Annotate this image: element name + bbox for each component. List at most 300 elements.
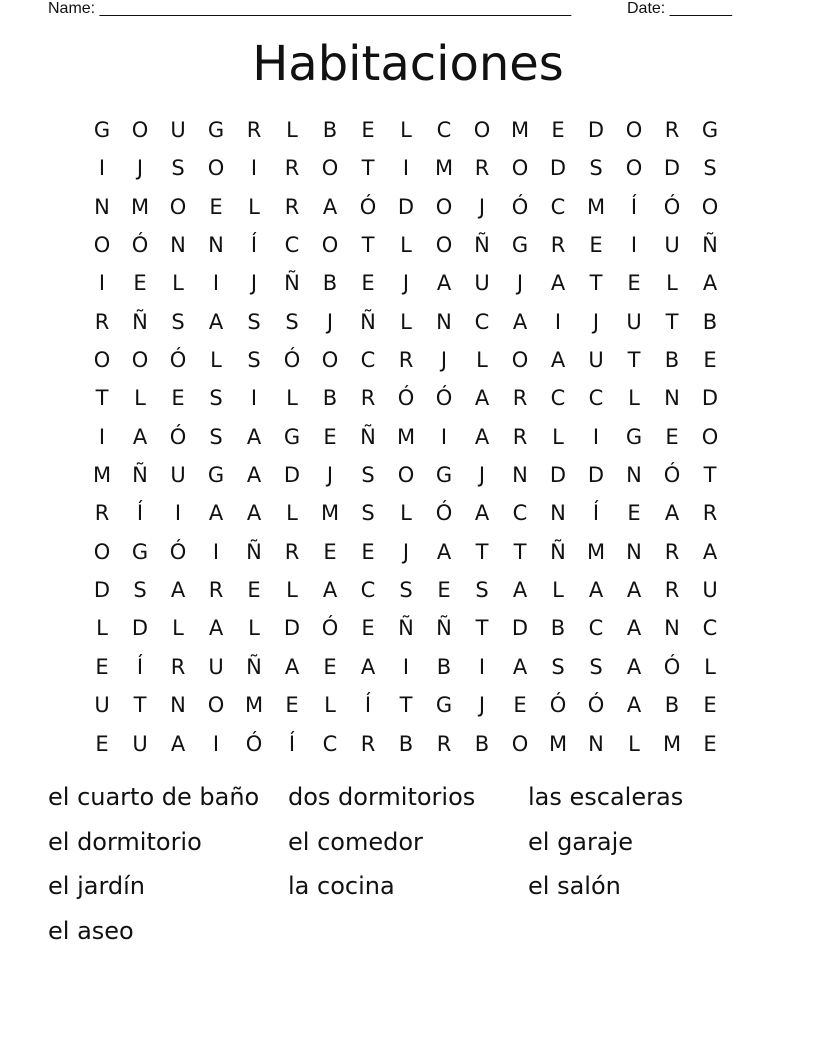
grid-letter: T bbox=[703, 463, 717, 488]
grid-letter: R bbox=[550, 233, 566, 258]
grid-letter: C bbox=[588, 386, 604, 411]
grid-letter: I bbox=[98, 424, 106, 449]
grid-letter: R bbox=[474, 156, 490, 181]
grid-letter: M bbox=[662, 731, 682, 756]
grid-letter: O bbox=[701, 194, 719, 219]
grid-letter: D bbox=[397, 194, 415, 219]
grid-letter: Ñ bbox=[398, 616, 414, 641]
grid-letter: T bbox=[513, 539, 527, 564]
grid-letter: S bbox=[171, 156, 185, 181]
grid-letter: E bbox=[323, 424, 337, 449]
grid-letter: G bbox=[93, 118, 111, 142]
grid-letter: O bbox=[131, 118, 149, 142]
grid-letter: I bbox=[250, 156, 258, 181]
grid-letter: I bbox=[592, 424, 600, 449]
grid-letter: S bbox=[361, 463, 375, 488]
grid-letter: O bbox=[511, 731, 529, 756]
grid-letter: O bbox=[625, 118, 643, 142]
grid-letter: A bbox=[132, 424, 148, 449]
grid-letter: Ñ bbox=[360, 424, 376, 449]
letter-grid bbox=[83, 111, 729, 763]
grid-letter: C bbox=[702, 616, 718, 641]
word-list-item: el salón bbox=[528, 872, 621, 900]
grid-letter: S bbox=[703, 156, 717, 181]
grid-letter: Ó bbox=[169, 424, 187, 449]
grid-letter: L bbox=[704, 654, 716, 679]
grid-letter: J bbox=[516, 271, 524, 296]
grid-letter: G bbox=[207, 463, 225, 488]
grid-letter: C bbox=[284, 233, 300, 258]
grid-letter: R bbox=[284, 156, 300, 181]
grid-letter: I bbox=[98, 271, 106, 296]
grid-letter: L bbox=[552, 578, 564, 603]
grid-letter: L bbox=[400, 118, 412, 142]
grid-letter: A bbox=[512, 578, 528, 603]
grid-letter: Ó bbox=[511, 194, 529, 219]
grid-letter: S bbox=[171, 309, 185, 334]
grid-letter: U bbox=[208, 654, 224, 679]
grid-letter: L bbox=[324, 693, 336, 718]
grid-letter: C bbox=[474, 309, 490, 334]
grid-letter: R bbox=[702, 501, 718, 526]
grid-letter: O bbox=[131, 348, 149, 373]
grid-letter: A bbox=[664, 501, 680, 526]
grid-letter: S bbox=[399, 578, 413, 603]
grid-letter: R bbox=[664, 118, 680, 142]
grid-letter: G bbox=[283, 424, 301, 449]
word-list-item: el aseo bbox=[48, 916, 134, 945]
grid-letter: Ó bbox=[587, 693, 605, 718]
grid-letter: G bbox=[435, 693, 453, 718]
grid-letter: I bbox=[212, 271, 220, 296]
grid-letter: O bbox=[207, 693, 225, 718]
grid-letter: L bbox=[400, 309, 412, 334]
grid-letter: I bbox=[98, 156, 106, 181]
grid-letter: O bbox=[93, 539, 111, 564]
grid-letter: I bbox=[440, 424, 448, 449]
word-list-item: dos dormitorios bbox=[288, 783, 476, 811]
grid-letter: Ñ bbox=[360, 309, 376, 334]
grid-letter: A bbox=[246, 463, 262, 488]
grid-letter: U bbox=[170, 463, 186, 488]
grid-letter: C bbox=[360, 578, 376, 603]
page-title: Habitaciones bbox=[252, 36, 564, 92]
grid-letter: A bbox=[474, 386, 490, 411]
grid-letter: A bbox=[512, 309, 528, 334]
grid-letter: T bbox=[475, 616, 489, 641]
name-field[interactable]: Name: _____________________________________________________ bbox=[48, 0, 572, 17]
grid-letter: C bbox=[512, 501, 528, 526]
grid-letter: A bbox=[322, 578, 338, 603]
grid-letter: D bbox=[283, 616, 301, 641]
grid-letter: Í bbox=[288, 731, 296, 756]
grid-letter: Í bbox=[136, 501, 144, 526]
grid-letter: U bbox=[702, 578, 718, 603]
grid-letter: Ñ bbox=[246, 539, 262, 564]
grid-letter: C bbox=[588, 616, 604, 641]
grid-letter: D bbox=[93, 578, 111, 603]
grid-letter: A bbox=[170, 731, 186, 756]
grid-letter: N bbox=[436, 309, 452, 334]
grid-letter: J bbox=[402, 271, 410, 296]
grid-letter: U bbox=[132, 731, 148, 756]
grid-letter: M bbox=[548, 731, 568, 756]
grid-letter: E bbox=[95, 654, 109, 679]
grid-letter: B bbox=[664, 693, 680, 718]
grid-letter: U bbox=[94, 693, 110, 718]
grid-letter: G bbox=[435, 463, 453, 488]
grid-letter: B bbox=[664, 348, 680, 373]
grid-letter: Ó bbox=[321, 616, 339, 641]
grid-letter: A bbox=[208, 309, 224, 334]
grid-letter: E bbox=[323, 654, 337, 679]
grid-letter: Ó bbox=[663, 463, 681, 488]
grid-letter: A bbox=[550, 271, 566, 296]
grid-letter: G bbox=[207, 118, 225, 142]
grid-letter: R bbox=[512, 424, 528, 449]
grid-letter: J bbox=[326, 463, 334, 488]
grid-letter: B bbox=[550, 616, 566, 641]
grid-letter: E bbox=[703, 731, 717, 756]
grid-letter: Ó bbox=[663, 194, 681, 219]
grid-letter: O bbox=[473, 118, 491, 142]
grid-letter: O bbox=[93, 348, 111, 373]
grid-letter: U bbox=[588, 348, 604, 373]
grid-letter: J bbox=[592, 309, 600, 334]
grid-letter: N bbox=[170, 233, 186, 258]
grid-letter: E bbox=[95, 731, 109, 756]
grid-letter: S bbox=[475, 578, 489, 603]
grid-letter: I bbox=[402, 654, 410, 679]
grid-letter: R bbox=[246, 118, 262, 142]
grid-letter: A bbox=[246, 424, 262, 449]
grid-letter: D bbox=[283, 463, 301, 488]
grid-letter: A bbox=[550, 348, 566, 373]
grid-letter: Ó bbox=[435, 386, 453, 411]
grid-letter: B bbox=[436, 654, 452, 679]
grid-letter: S bbox=[133, 578, 147, 603]
grid-letter: O bbox=[435, 194, 453, 219]
grid-letter: A bbox=[474, 424, 490, 449]
grid-letter: N bbox=[550, 501, 566, 526]
grid-letter: L bbox=[210, 348, 222, 373]
grid-letter: G bbox=[625, 424, 643, 449]
date-field[interactable]: Date: _______ bbox=[627, 0, 732, 17]
grid-letter: E bbox=[133, 271, 147, 296]
grid-letter: Ñ bbox=[436, 616, 452, 641]
grid-letter: O bbox=[321, 233, 339, 258]
grid-letter: L bbox=[400, 233, 412, 258]
grid-letter: O bbox=[511, 156, 529, 181]
word-list-item: la cocina bbox=[288, 872, 395, 900]
grid-letter: S bbox=[285, 309, 299, 334]
grid-letter: L bbox=[248, 616, 260, 641]
grid-letter: A bbox=[626, 578, 642, 603]
grid-letter: A bbox=[208, 501, 224, 526]
grid-letter: L bbox=[476, 348, 488, 373]
grid-letter: N bbox=[664, 386, 680, 411]
grid-letter: S bbox=[209, 386, 223, 411]
grid-letter: T bbox=[399, 693, 413, 718]
grid-letter: A bbox=[588, 578, 604, 603]
grid-letter: B bbox=[322, 386, 338, 411]
grid-letter: C bbox=[322, 731, 338, 756]
grid-letter: L bbox=[628, 386, 640, 411]
grid-letter: Ó bbox=[359, 194, 377, 219]
grid-letter: E bbox=[437, 578, 451, 603]
grid-letter: Í bbox=[364, 693, 372, 718]
grid-letter: E bbox=[551, 118, 565, 142]
grid-letter: J bbox=[136, 156, 144, 181]
word-list-item: el comedor bbox=[288, 827, 423, 856]
grid-letter: E bbox=[361, 616, 375, 641]
word-list-item: el garaje bbox=[528, 827, 634, 856]
grid-letter: L bbox=[286, 386, 298, 411]
grid-letter: Ñ bbox=[132, 309, 148, 334]
word-list-item: el cuarto de baño bbox=[48, 783, 260, 811]
grid-letter: Ñ bbox=[284, 271, 300, 296]
grid-letter: A bbox=[702, 271, 718, 296]
grid-letter: G bbox=[131, 539, 149, 564]
grid-letter: R bbox=[94, 309, 110, 334]
grid-letter: A bbox=[208, 616, 224, 641]
grid-letter: S bbox=[209, 424, 223, 449]
grid-letter: J bbox=[402, 539, 410, 564]
grid-letter: B bbox=[322, 271, 338, 296]
grid-letter: Ñ bbox=[246, 654, 262, 679]
grid-letter: A bbox=[474, 501, 490, 526]
grid-letter: N bbox=[512, 463, 528, 488]
grid-letter: L bbox=[400, 501, 412, 526]
grid-letter: L bbox=[552, 424, 564, 449]
grid-letter: C bbox=[360, 348, 376, 373]
grid-letter: T bbox=[627, 348, 641, 373]
grid-letter: L bbox=[96, 616, 108, 641]
grid-letter: N bbox=[626, 539, 642, 564]
grid-letter: E bbox=[361, 539, 375, 564]
grid-letter: E bbox=[627, 271, 641, 296]
grid-letter: Ó bbox=[245, 731, 263, 756]
grid-letter: O bbox=[93, 233, 111, 258]
grid-letter: Ó bbox=[169, 539, 187, 564]
grid-letter: I bbox=[554, 309, 562, 334]
grid-letter: O bbox=[511, 348, 529, 373]
grid-letter: I bbox=[250, 386, 258, 411]
grid-letter: O bbox=[625, 156, 643, 181]
grid-letter: D bbox=[549, 156, 567, 181]
grid-letter: R bbox=[436, 731, 452, 756]
grid-letter: S bbox=[551, 654, 565, 679]
grid-letter: S bbox=[247, 348, 261, 373]
grid-letter: E bbox=[703, 348, 717, 373]
grid-letter: A bbox=[512, 654, 528, 679]
grid-letter: A bbox=[626, 693, 642, 718]
grid-letter: M bbox=[92, 463, 112, 488]
grid-letter: E bbox=[285, 693, 299, 718]
grid-letter: N bbox=[94, 194, 110, 219]
grid-letter: T bbox=[95, 386, 109, 411]
grid-letter: B bbox=[398, 731, 414, 756]
grid-letter: U bbox=[474, 271, 490, 296]
grid-letter: O bbox=[321, 348, 339, 373]
grid-letter: U bbox=[170, 118, 186, 142]
grid-letter: R bbox=[512, 386, 528, 411]
grid-letter: B bbox=[702, 309, 718, 334]
grid-letter: E bbox=[627, 501, 641, 526]
grid-letter: T bbox=[665, 309, 679, 334]
grid-letter: A bbox=[284, 654, 300, 679]
grid-letter: L bbox=[286, 578, 298, 603]
grid-letter: M bbox=[396, 424, 416, 449]
grid-letter: N bbox=[170, 693, 186, 718]
grid-letter: I bbox=[402, 156, 410, 181]
grid-letter: D bbox=[663, 156, 681, 181]
grid-letter: R bbox=[94, 501, 110, 526]
grid-letter: A bbox=[360, 654, 376, 679]
grid-letter: T bbox=[475, 539, 489, 564]
grid-letter: A bbox=[626, 616, 642, 641]
grid-letter: A bbox=[322, 194, 338, 219]
grid-letter: T bbox=[361, 156, 375, 181]
grid-letter: D bbox=[131, 616, 149, 641]
grid-letter: B bbox=[322, 118, 338, 142]
grid-letter: D bbox=[587, 463, 605, 488]
grid-letter: M bbox=[586, 194, 606, 219]
grid-letter: D bbox=[587, 118, 605, 142]
grid-letter: O bbox=[321, 156, 339, 181]
grid-letter: J bbox=[478, 693, 486, 718]
grid-letter: A bbox=[246, 501, 262, 526]
grid-letter: R bbox=[398, 348, 414, 373]
grid-letter: R bbox=[360, 386, 376, 411]
grid-letter: S bbox=[361, 501, 375, 526]
grid-letter: U bbox=[626, 309, 642, 334]
grid-letter: S bbox=[589, 654, 603, 679]
grid-letter: D bbox=[549, 463, 567, 488]
grid-letter: G bbox=[511, 233, 529, 258]
grid-letter: J bbox=[250, 271, 258, 296]
word-list-item: las escaleras bbox=[528, 783, 684, 811]
grid-letter: L bbox=[248, 194, 260, 219]
grid-letter: A bbox=[436, 539, 452, 564]
grid-letter: Ñ bbox=[550, 539, 566, 564]
grid-letter: Í bbox=[136, 654, 144, 679]
grid-letter: E bbox=[361, 118, 375, 142]
grid-letter: J bbox=[326, 309, 334, 334]
grid-letter: L bbox=[628, 731, 640, 756]
grid-letter: E bbox=[589, 233, 603, 258]
grid-letter: S bbox=[247, 309, 261, 334]
grid-letter: A bbox=[170, 578, 186, 603]
grid-letter: R bbox=[360, 731, 376, 756]
grid-letter: M bbox=[320, 501, 340, 526]
grid-letter: T bbox=[133, 693, 147, 718]
grid-letter: E bbox=[171, 386, 185, 411]
header-fields bbox=[48, 0, 748, 20]
grid-letter: C bbox=[550, 386, 566, 411]
grid-letter: Ó bbox=[169, 348, 187, 373]
grid-letter: T bbox=[361, 233, 375, 258]
grid-letter: Í bbox=[250, 233, 258, 258]
grid-letter: Ñ bbox=[132, 463, 148, 488]
grid-letter: O bbox=[701, 424, 719, 449]
grid-letter: E bbox=[361, 271, 375, 296]
word-list bbox=[48, 775, 768, 953]
grid-letter: J bbox=[478, 194, 486, 219]
grid-letter: N bbox=[588, 731, 604, 756]
grid-letter: R bbox=[284, 194, 300, 219]
grid-letter: E bbox=[209, 194, 223, 219]
grid-letter: Ñ bbox=[474, 233, 490, 258]
grid-letter: Í bbox=[630, 194, 638, 219]
grid-letter: N bbox=[208, 233, 224, 258]
grid-letter: J bbox=[440, 348, 448, 373]
grid-letter: Ó bbox=[283, 348, 301, 373]
grid-letter: T bbox=[589, 271, 603, 296]
grid-letter: R bbox=[664, 578, 680, 603]
grid-letter: Ó bbox=[663, 654, 681, 679]
grid-letter: Í bbox=[592, 501, 600, 526]
grid-letter: O bbox=[207, 156, 225, 181]
grid-letter: J bbox=[478, 463, 486, 488]
grid-letter: C bbox=[550, 194, 566, 219]
grid-letter: M bbox=[130, 194, 150, 219]
grid-letter: L bbox=[286, 501, 298, 526]
grid-letter: R bbox=[170, 654, 186, 679]
grid-letter: A bbox=[436, 271, 452, 296]
grid-letter: D bbox=[701, 386, 719, 411]
grid-letter: M bbox=[586, 539, 606, 564]
grid-letter: E bbox=[513, 693, 527, 718]
word-list-item: el dormitorio bbox=[48, 827, 202, 856]
grid-letter: I bbox=[478, 654, 486, 679]
grid-letter: Ó bbox=[435, 501, 453, 526]
grid-letter: R bbox=[664, 539, 680, 564]
grid-letter: L bbox=[666, 271, 678, 296]
grid-letter: Ó bbox=[397, 386, 415, 411]
grid-letter: O bbox=[169, 194, 187, 219]
grid-letter: Ñ bbox=[702, 233, 718, 258]
grid-letter: L bbox=[172, 271, 184, 296]
grid-letter: E bbox=[703, 693, 717, 718]
grid-letter: E bbox=[323, 539, 337, 564]
grid-letter: G bbox=[701, 118, 719, 142]
grid-letter: N bbox=[664, 616, 680, 641]
grid-letter: R bbox=[208, 578, 224, 603]
grid-letter: A bbox=[702, 539, 718, 564]
grid-letter: M bbox=[434, 156, 454, 181]
grid-letter: U bbox=[664, 233, 680, 258]
grid-letter: I bbox=[630, 233, 638, 258]
grid-letter: L bbox=[286, 118, 298, 142]
grid-letter: L bbox=[134, 386, 146, 411]
grid-letter: R bbox=[284, 539, 300, 564]
grid-letter: B bbox=[474, 731, 490, 756]
word-list-item: el jardín bbox=[48, 872, 145, 900]
grid-letter: S bbox=[589, 156, 603, 181]
grid-letter: M bbox=[244, 693, 264, 718]
grid-letter: E bbox=[247, 578, 261, 603]
grid-letter: L bbox=[172, 616, 184, 641]
grid-letter: A bbox=[626, 654, 642, 679]
grid-letter: C bbox=[436, 118, 452, 142]
grid-letter: O bbox=[435, 233, 453, 258]
grid-letter: Ó bbox=[549, 693, 567, 718]
grid-letter: D bbox=[511, 616, 529, 641]
grid-letter: I bbox=[212, 731, 220, 756]
grid-letter: I bbox=[212, 539, 220, 564]
grid-letter: Ó bbox=[131, 233, 149, 258]
